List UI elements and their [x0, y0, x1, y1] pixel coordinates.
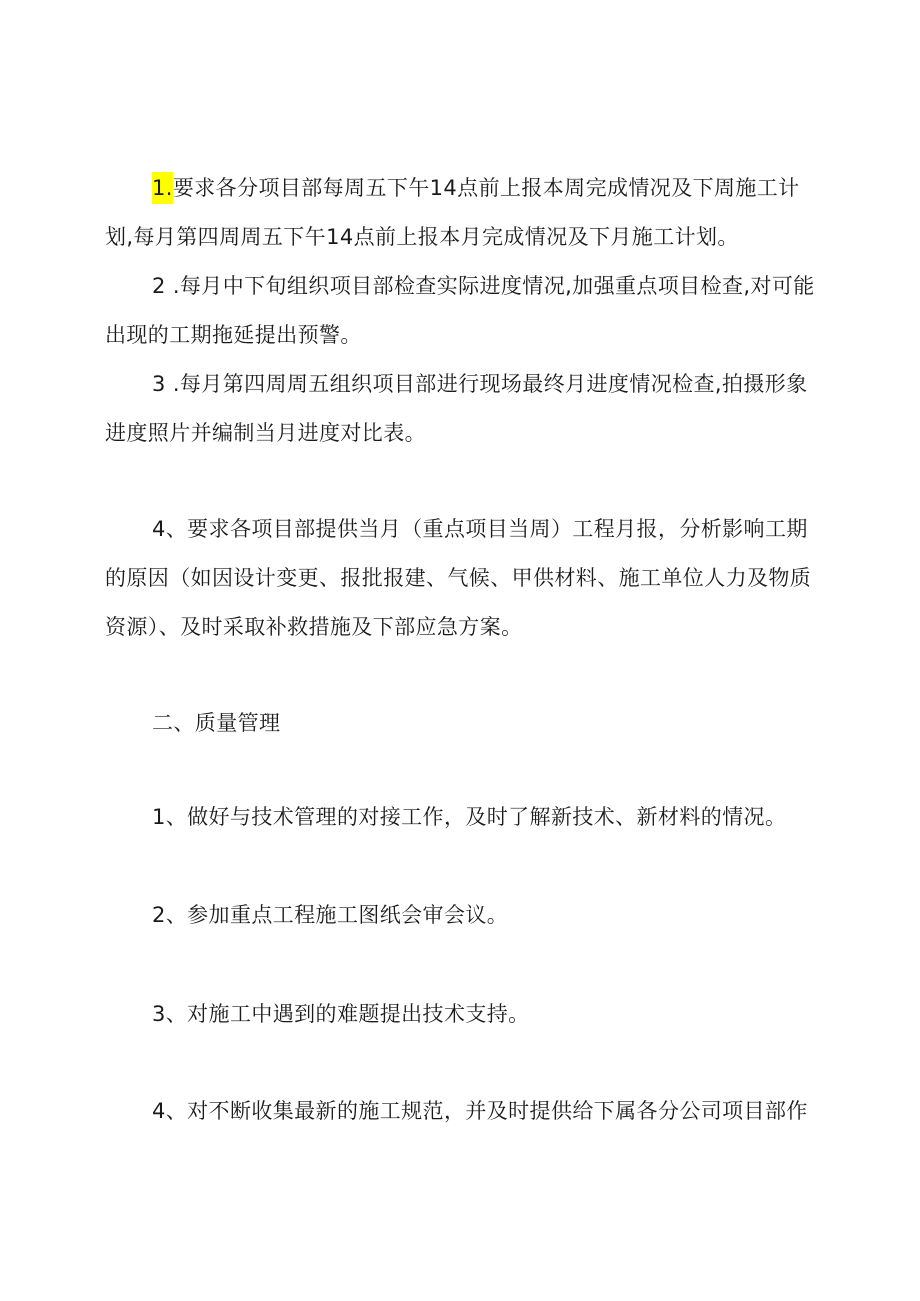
highlighted-number: 1. [152, 172, 173, 204]
progress-item-3: 3 .每月第四周周五组织项目部进行现场最终月进度情况检查,拍摄形象进度照片并编制当月进度对比表。 [105, 372, 808, 445]
progress-item-1-text: 要求各分项目部每周五下午14点前上报本周完成情况及下周施工计划,每月第四周周五下午14点前上报本月完成情况及下月施工计划。 [105, 176, 800, 249]
progress-item-1 [105, 164, 817, 262]
section-heading-quality: 二、质量管理 [152, 711, 281, 735]
progress-item-4: 4、要求各项目部提供当月（重点项目当周）工程月报，分析影响工期的原因（如因设计变更、报批报建、气候、甲供材料、施工单位人力及物质资源）、及时采取补救措施及下部应急方案。 [105, 517, 812, 639]
quality-item-4: 4、对不断收集最新的施工规范，并及时提供给下属各分公司项目部作 [152, 1099, 808, 1123]
quality-item-1: 1、做好与技术管理的对接工作，及时了解新技术、新材料的情况。 [152, 805, 787, 829]
quality-item-3: 3、对施工中遇到的难题提出技术支持。 [152, 1002, 530, 1026]
quality-item-2: 2、参加重点工程施工图纸会审会议。 [152, 903, 509, 927]
progress-item-2: 2 .每月中下旬组织项目部检查实际进度情况,加强重点项目检查,对可能出现的工期拖延提出预警。 [105, 274, 815, 347]
